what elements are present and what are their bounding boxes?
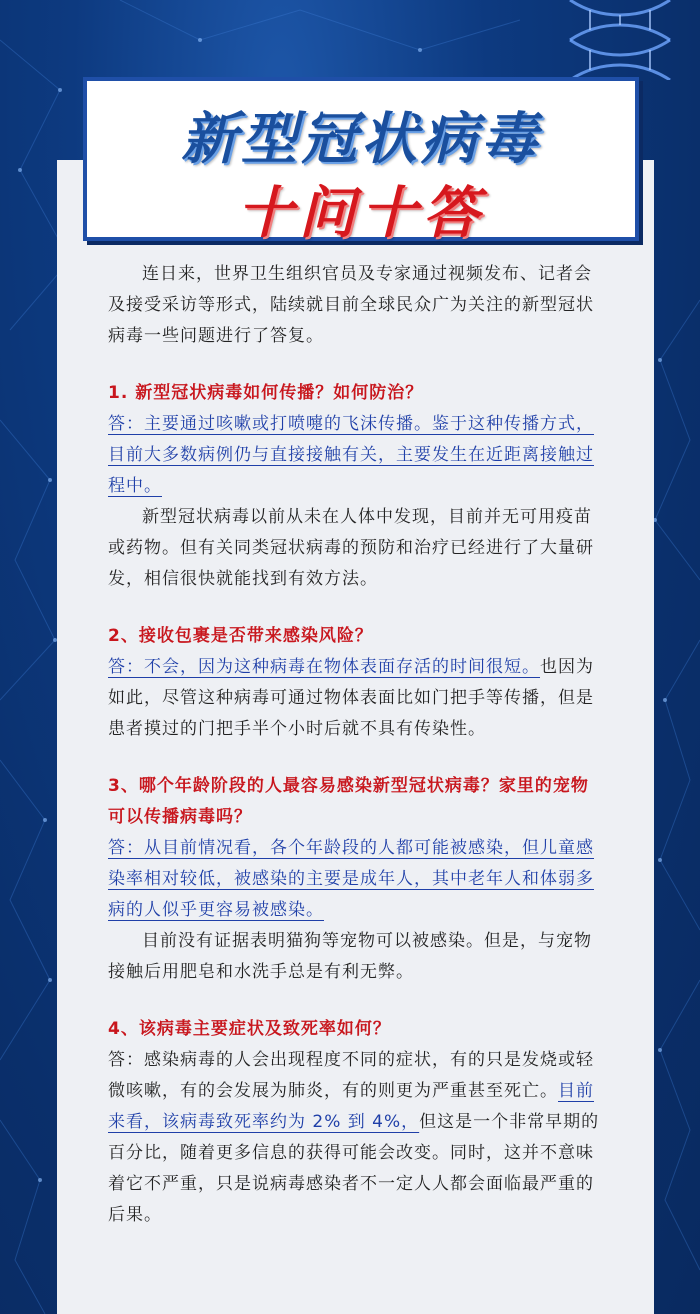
page-title: 新型冠状病毒 xyxy=(181,107,541,172)
question-4: 4、该病毒主要症状及致死率如何？ xyxy=(108,1019,391,1039)
question-1: 1. 新型冠状病毒如何传播？如何防治？ xyxy=(108,383,424,403)
answer-3 xyxy=(108,833,602,926)
article-body xyxy=(108,259,602,1231)
title-box xyxy=(83,77,639,246)
answer-4-highlight: 目前来看，该病毒致死率约为 2% 到 4%， xyxy=(108,1081,594,1132)
answer-3-extra: 目前没有证据表明猫狗等宠物可以被感染。但是，与宠物接触后用肥皂和水洗手总是有利无弊。 xyxy=(108,931,592,982)
answer-4-pre: 答：感染病毒的人会出现程度不同的症状，有的只是发烧或轻微咳嗽，有的会发展为肺炎，有的则更为严重甚至死亡。 xyxy=(108,1050,594,1101)
question-2: 2、接收包裹是否带来感染风险？ xyxy=(108,626,373,646)
answer-1 xyxy=(108,409,602,502)
answer-4-rest: 但这是一个非常早期的百分比，随着更多信息的获得可能会改变。同时，这并不意味着它不严重，只是说病毒感染者不一定人人都会面临最严重的后果。 xyxy=(108,1112,600,1225)
answer-3-highlight: 答：从目前情况看，各个年龄段的人都可能被感染，但儿童感染率相对较低，被感染的主要是成年人，其中老年人和体弱多病的人似乎更容易被感染。 xyxy=(108,838,594,920)
answer-1-highlight: 答：主要通过咳嗽或打喷嚏的飞沫传播。鉴于这种传播方式，目前大多数病例仍与直接接触有关，主要发生在近距离接触过程中。 xyxy=(108,414,594,496)
answer-2-highlight: 答：不会，因为这种病毒在物体表面存活的时间很短。 xyxy=(108,657,540,677)
page-subtitle: 十问十答 xyxy=(237,181,485,246)
dna-helix-icon xyxy=(560,0,680,80)
question-3: 3、哪个年龄阶段的人最容易感染新型冠状病毒？家里的宠物可以传播病毒吗？ xyxy=(108,776,589,827)
answer-1-extra: 新型冠状病毒以前从未在人体中发现，目前并无可用疫苗或药物。但有关同类冠状病毒的预防和治疗已经进行了大量研发，相信很快就能找到有效方法。 xyxy=(108,507,594,589)
intro-paragraph: 连日来，世界卫生组织官员及专家通过视频发布、记者会及接受采访等形式，陆续就目前全球民众广为关注的新型冠状病毒一些问题进行了答复。 xyxy=(108,264,594,346)
answer-4 xyxy=(108,1045,602,1231)
answer-2-rest: 也因为如此，尽管这种病毒可通过物体表面比如门把手等传播，但是患者摸过的门把手半个小时后就不具有传染性。 xyxy=(108,657,594,739)
answer-2 xyxy=(108,652,602,745)
